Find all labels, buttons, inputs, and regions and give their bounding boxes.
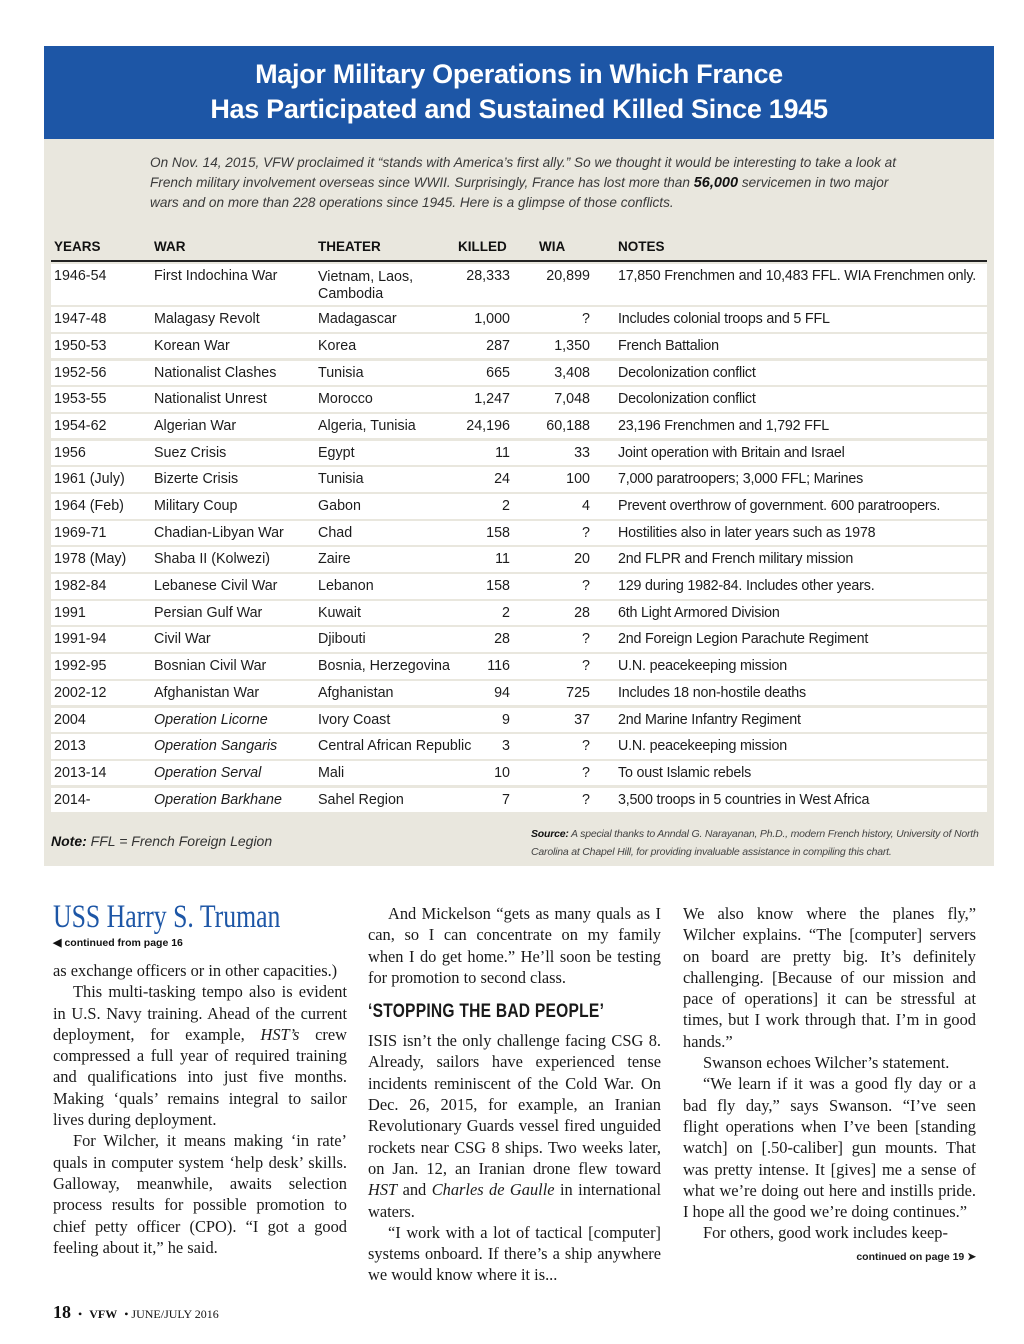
cell-theater: Madagascar (318, 311, 397, 328)
paragraph: For others, good work includes keep- (703, 1223, 948, 1243)
cell-wia: 7,048 (554, 391, 590, 408)
cell-theater: Gabon (318, 498, 361, 514)
cell-years: 1961 (July) (54, 471, 125, 488)
cell-war: Bizerte Crisis (154, 471, 239, 488)
header-theater: THEATER (318, 239, 381, 254)
table-row (51, 654, 987, 679)
cell-years: 1956 (54, 444, 86, 461)
cell-killed: 28 (494, 631, 510, 648)
cell-notes: 17,850 Frenchmen and 10,483 FFL. WIA Frenchmen only. (618, 268, 977, 284)
cell-wia: 4 (582, 498, 590, 514)
infobox-title-banner (44, 46, 994, 139)
cell-theater: Zaire (318, 551, 351, 568)
cell-years: 1954-62 (54, 417, 107, 434)
cell-wia: 20 (574, 551, 590, 568)
infobox-title-line2: Has Participated and Sustained Killed Since 1945 (210, 94, 828, 124)
table-row (51, 761, 987, 786)
table-row (51, 627, 987, 652)
header-notes: NOTES (618, 239, 665, 254)
cell-killed: 158 (486, 524, 510, 541)
table-row (51, 414, 987, 439)
article-title: USS Harry S. Truman (53, 899, 281, 935)
cell-theater: Mali (318, 764, 345, 781)
source-label: Source: (531, 828, 569, 840)
paragraph: We also know where the planes fly,” Wilcher explains. “The [computer] servers on board are pretty big. It’s definitely challenging. [Because of our mission and pace of operations] it can be stressful at times, but I work through that. I’m in good hands.” (683, 904, 976, 1051)
article-subhead: ‘STOPPING THE BAD PEOPLE’ (368, 1001, 605, 1023)
cell-war: First Indochina War (154, 268, 278, 284)
cell-notes: Prevent overthrow of government. 600 paratroopers. (618, 498, 941, 514)
cell-war: Malagasy Revolt (154, 311, 260, 328)
header-killed: KILLED (458, 239, 507, 254)
issue-date: JUNE/JULY 2016 (131, 1307, 219, 1321)
cell-years: 1947-48 (54, 311, 107, 328)
intro-text-end: servicemen in two major wars and on more than 228 operations since 1945. Here is a glimpse of those conflicts. (150, 175, 889, 210)
table-row (51, 361, 987, 386)
cell-killed: 1,000 (474, 311, 510, 328)
cell-wia: ? (582, 658, 590, 675)
paragraph (368, 1030, 661, 1222)
infobox-source (531, 825, 981, 861)
cell-war: Operation Serval (154, 764, 262, 781)
paragraph-text: crew compressed a full year of required training and qualifications into just five months. Making ‘quals’ remains integral to sailor lives during deployment. (53, 1024, 347, 1130)
cell-theater: Central African Republic (318, 738, 472, 755)
cell-wia: ? (582, 524, 590, 541)
cell-wia: 33 (574, 444, 590, 461)
infobox-title-line1: Major Military Operations in Which France (255, 59, 783, 89)
table-row (51, 547, 987, 572)
cell-wia: ? (582, 764, 590, 781)
cell-years: 2013-14 (54, 764, 107, 781)
ship-name: Charles de Gaulle (431, 1180, 555, 1200)
cell-years: 2002-12 (54, 684, 107, 701)
cell-notes: 2nd Marine Infantry Regiment (618, 711, 801, 728)
cell-years: 1964 (Feb) (54, 498, 124, 514)
folio-separator: • (124, 1307, 129, 1321)
continued-from-text: continued from page 16 (64, 937, 183, 949)
cell-killed: 287 (486, 337, 510, 354)
cell-wia: ? (582, 311, 590, 328)
cell-war: Nationalist Clashes (154, 364, 277, 381)
cell-notes: 2nd FLPR and French military mission (618, 551, 854, 568)
cell-theater: Bosnia, Herzegovina (318, 658, 450, 675)
table-row (51, 601, 987, 626)
cell-war: Persian Gulf War (154, 604, 263, 621)
header-years: YEARS (54, 239, 101, 254)
table-row (51, 521, 987, 546)
source-text: A special thanks to Anndal G. Narayanan, Ph.D., modern French history, University of North Carolina at Chapel Hill, for providing invaluable assistance in compiling this chart. (531, 828, 979, 858)
cell-killed: 9 (502, 711, 510, 728)
table-row (51, 708, 987, 733)
cell-notes: 2nd Foreign Legion Parachute Regiment (618, 631, 869, 648)
cell-theater: Tunisia (318, 471, 364, 488)
cell-theater: Tunisia (318, 364, 364, 381)
cell-war: Shaba II (Kolwezi) (154, 551, 271, 568)
cell-killed: 28,333 (466, 268, 510, 284)
cell-theater: Kuwait (318, 604, 361, 621)
intro-highlight-number: 56,000 (693, 175, 739, 191)
cell-notes: U.N. peacekeeping mission (618, 658, 788, 675)
cell-theater: Vietnam, Laos, Cambodia (318, 269, 414, 302)
cell-killed: 2 (502, 604, 510, 621)
cell-wia: 20,899 (546, 268, 590, 284)
cell-killed: 24,196 (466, 417, 510, 434)
cell-years: 1978 (May) (54, 551, 127, 568)
paragraph-text: This multi-tasking tempo also is evident in U.S. Navy training. Ahead of the current deployment, for example, (53, 982, 347, 1044)
cell-wia: ? (582, 738, 590, 755)
cell-wia: 100 (566, 471, 590, 488)
cell-notes: 23,196 Frenchmen and 1,792 FFL (618, 417, 829, 434)
paragraph-text: ISIS isn’t the only challenge facing CSG 8. Already, sailors have experienced tense incidents reminiscent of the Cold War. On Dec. 26, 2015, for example, an Iranian Revolutionary Guards vessel fired unguided rockets near CSG 8 ships. Two weeks later, on Jan. 12, an Iranian drone flew toward (368, 1031, 661, 1178)
cell-notes: French Battalion (618, 337, 719, 354)
cell-theater: Djibouti (318, 631, 366, 648)
cell-war: Operation Barkhane (154, 791, 282, 808)
paragraph-text: and (397, 1180, 432, 1200)
cell-years: 1991 (54, 604, 86, 621)
header-war: WAR (154, 239, 186, 254)
cell-killed: 11 (495, 551, 510, 568)
cell-wia: ? (582, 631, 590, 648)
cell-theater: Chad (318, 524, 353, 541)
cell-years: 1969-71 (54, 524, 107, 541)
cell-notes: Joint operation with Britain and Israel (618, 444, 845, 461)
cell-wia: 1,350 (554, 337, 590, 354)
cell-killed: 116 (487, 658, 510, 675)
magazine-name: VFW (89, 1307, 118, 1321)
cell-war: Bosnian Civil War (154, 658, 267, 675)
header-wia: WIA (539, 239, 566, 254)
cell-years: 2013 (54, 738, 86, 755)
cell-war: Nationalist Unrest (154, 391, 267, 408)
cell-theater: Lebanon (318, 578, 374, 595)
cell-notes: Decolonization conflict (618, 391, 756, 408)
paragraph: “We learn if it was a good fly day or a bad fly day,” says Swanson. “I’ve seen flight operations when I’ve been [standing watch] on [.50-caliber] gun mounts. That was pretty intense. It [gives] me a sense of what we’re doing out here and instills pride. I hope all the good we’re doing continues.” (683, 1074, 976, 1222)
cell-theater: Afghanistan (318, 684, 394, 701)
paragraph-text: in international waters. (368, 1180, 661, 1221)
table-header-rule (51, 260, 987, 262)
cell-notes: Decolonization conflict (618, 364, 756, 381)
cell-war: Operation Sangaris (154, 738, 278, 755)
cell-years: 1982-84 (54, 578, 107, 595)
cell-killed: 24 (494, 471, 510, 488)
cell-notes: 129 during 1982-84. Includes other years. (618, 578, 875, 595)
cell-years: 1992-95 (54, 658, 107, 675)
cell-war: Chadian-Libyan War (154, 524, 284, 541)
cell-theater: Sahel Region (318, 791, 404, 808)
table-row (51, 788, 987, 813)
intro-text: On Nov. 14, 2015, VFW proclaimed it “stands with America’s first ally.” So we thought it would be interesting to take a look at French military involvement overseas since WWII. Surprisingly, France has lost more than (150, 155, 896, 190)
cell-notes: 7,000 paratroopers; 3,000 FFL; Marines (618, 471, 864, 488)
cell-wia: 37 (574, 711, 590, 728)
continued-from-label (53, 935, 347, 951)
infobox-intro (150, 153, 910, 213)
cell-notes: To oust Islamic rebels (618, 764, 752, 781)
cell-war: Afghanistan War (154, 684, 260, 701)
cell-years: 2004 (54, 711, 86, 728)
table-row (51, 467, 987, 492)
cell-theater: Egypt (318, 444, 355, 461)
arrow-left-icon: ◀ (53, 937, 62, 949)
cell-killed: 665 (486, 364, 510, 381)
cell-wia: ? (582, 791, 590, 808)
infobox-note (51, 833, 272, 849)
cell-killed: 2 (502, 498, 510, 514)
cell-theater: Ivory Coast (318, 711, 391, 728)
table-row (51, 441, 987, 466)
continued-on-label: continued on page 19 ➤ (856, 1250, 976, 1263)
cell-notes: Hostilities also in later years such as 1978 (618, 524, 876, 541)
table-row (51, 734, 987, 759)
table-row (51, 264, 987, 305)
folio-separator: • (78, 1307, 83, 1321)
cell-years: 1950-53 (54, 337, 107, 354)
cell-theater: Algeria, Tunisia (318, 417, 416, 434)
cell-notes: 6th Light Armored Division (618, 604, 780, 621)
table-row (51, 574, 987, 599)
operations-table (51, 264, 987, 814)
cell-theater: Morocco (318, 391, 373, 408)
cell-theater: Korea (318, 337, 357, 354)
cell-wia: 725 (566, 684, 590, 701)
ship-name: HST’s (260, 1024, 300, 1044)
table-row (51, 387, 987, 412)
table-header (51, 238, 987, 260)
cell-notes: 3,500 troops in 5 countries in West Africa (618, 791, 870, 808)
cell-killed: 7 (502, 791, 510, 808)
cell-killed: 11 (495, 444, 510, 461)
cell-years: 1946-54 (54, 268, 107, 284)
cell-war: Military Coup (154, 498, 238, 514)
page-number: 18 (53, 1302, 71, 1322)
article-column-2 (368, 903, 661, 1286)
cell-killed: 1,247 (474, 391, 510, 408)
paragraph: And Mickelson “gets as many quals as I can, so I can concentrate on my family when I do get home.” He’ll soon be testing for promotion to second class. (368, 904, 661, 987)
cell-war: Lebanese Civil War (154, 578, 278, 595)
cell-notes: Includes 18 non-hostile deaths (618, 684, 806, 701)
table-row (51, 681, 987, 706)
table-row (51, 307, 987, 332)
cell-wia: 28 (574, 604, 590, 621)
cell-war: Civil War (154, 631, 211, 648)
note-text: FFL = French Foreign Legion (86, 833, 273, 849)
cell-killed: 3 (502, 738, 510, 755)
table-row (51, 334, 987, 359)
cell-wia: 3,408 (554, 364, 590, 381)
cell-notes: U.N. peacekeeping mission (618, 738, 788, 755)
cell-years: 1952-56 (54, 364, 107, 381)
paragraph: For Wilcher, it means making ‘in rate’ quals in computer system ‘help desk’ skills. Galloway, meanwhile, awaits selection process results for possible promotion to chief petty officer (CPO). “I got a good feeling about it,” he said. (53, 1131, 347, 1257)
article-column-1 (53, 899, 347, 1258)
cell-wia: ? (582, 578, 590, 595)
article-column-3 (683, 903, 976, 1268)
cell-killed: 94 (494, 684, 510, 701)
cell-war: Algerian War (154, 417, 237, 434)
paragraph: “I work with a lot of tactical [computer] systems onboard. If there’s a ship anywhere we would know where it is... (368, 1222, 661, 1285)
paragraph (53, 981, 347, 1130)
cell-killed: 158 (486, 578, 510, 595)
cell-killed: 10 (494, 764, 510, 781)
paragraph: as exchange officers or in other capacities.) (53, 961, 338, 980)
ship-name: HST (368, 1180, 398, 1200)
cell-notes: Includes colonial troops and 5 FFL (618, 311, 830, 328)
paragraph: Swanson echoes Wilcher’s statement. (703, 1053, 950, 1073)
cell-war: Korean War (154, 337, 230, 354)
table-row (51, 494, 987, 519)
cell-years: 1953-55 (54, 391, 107, 408)
note-label: Note: (51, 833, 87, 849)
cell-years: 2014- (54, 791, 91, 808)
cell-years: 1991-94 (54, 631, 107, 648)
cell-war: Operation Licorne (154, 711, 268, 728)
page-folio (53, 1302, 219, 1323)
cell-wia: 60,188 (546, 417, 590, 434)
cell-war: Suez Crisis (154, 444, 227, 461)
